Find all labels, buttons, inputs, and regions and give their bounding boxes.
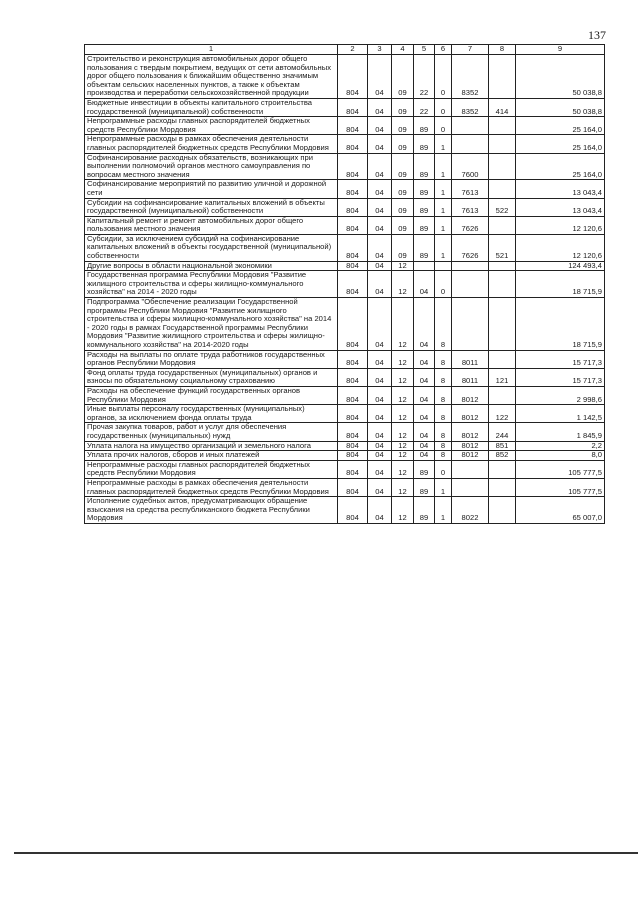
program-code: 89	[414, 153, 435, 180]
amount-value: 2 998,6	[516, 386, 605, 404]
row-name: Бюджетные инвестиции в объекты капитального строительства государственной (муниципальной) собственности	[85, 98, 338, 116]
section-code: 04	[368, 441, 392, 451]
subsection-code: 12	[392, 271, 414, 298]
row-name: Уплата прочих налогов, сборов и иных платежей	[85, 451, 338, 461]
row-name: Расходы на обеспечение функций государственных органов Республики Мордовия	[85, 386, 338, 404]
section-code: 04	[368, 55, 392, 99]
ministry-code: 804	[338, 198, 368, 216]
amount-value: 105 777,5	[516, 478, 605, 496]
table-row	[85, 298, 605, 351]
program-code: 04	[414, 441, 435, 451]
subprogram-code: 1	[435, 478, 452, 496]
expense-type-code: 414	[489, 98, 516, 116]
expense-type-code	[489, 350, 516, 368]
subprogram-code: 1	[435, 497, 452, 524]
expense-type-code: 522	[489, 198, 516, 216]
amount-value: 15 717,3	[516, 350, 605, 368]
amount-value: 15 717,3	[516, 368, 605, 386]
table-row	[85, 98, 605, 116]
row-name: Капитальный ремонт и ремонт автомобильных дорог общего пользования местного значения	[85, 216, 338, 234]
row-name: Софинансирование расходных обязательств, возникающих при выполнении полномочий органов местного самоуправления по вопросам местного значения	[85, 153, 338, 180]
table-row	[85, 497, 605, 524]
program-code: 04	[414, 271, 435, 298]
section-code: 04	[368, 261, 392, 271]
page-number: 137	[588, 28, 606, 42]
amount-value: 12 120,6	[516, 216, 605, 234]
item-code: 7626	[452, 234, 489, 261]
subsection-code: 12	[392, 368, 414, 386]
table-row	[85, 261, 605, 271]
program-code: 89	[414, 478, 435, 496]
item-code: 8022	[452, 497, 489, 524]
section-code: 04	[368, 234, 392, 261]
row-name: Другие вопросы в области национальной экономики	[85, 261, 338, 271]
ministry-code: 804	[338, 117, 368, 135]
subsection-code: 09	[392, 153, 414, 180]
program-code: 89	[414, 216, 435, 234]
program-code: 04	[414, 386, 435, 404]
subsection-code: 12	[392, 441, 414, 451]
amount-value: 124 493,4	[516, 261, 605, 271]
amount-value: 13 043,4	[516, 180, 605, 198]
subprogram-code: 1	[435, 135, 452, 153]
item-code: 7600	[452, 153, 489, 180]
amount-value: 65 007,0	[516, 497, 605, 524]
section-code: 04	[368, 368, 392, 386]
ministry-code: 804	[338, 350, 368, 368]
section-code: 04	[368, 216, 392, 234]
ministry-code: 804	[338, 216, 368, 234]
section-code: 04	[368, 405, 392, 423]
ministry-code: 804	[338, 368, 368, 386]
row-name: Уплата налога на имущество организаций и земельного налога	[85, 441, 338, 451]
table-row	[85, 423, 605, 441]
expense-type-code	[489, 117, 516, 135]
section-code: 04	[368, 180, 392, 198]
expense-type-code	[489, 298, 516, 351]
table-row	[85, 135, 605, 153]
subsection-code: 09	[392, 117, 414, 135]
subsection-code: 09	[392, 98, 414, 116]
program-code: 89	[414, 497, 435, 524]
subprogram-code: 0	[435, 98, 452, 116]
item-code: 7613	[452, 198, 489, 216]
table-row	[85, 234, 605, 261]
program-code: 04	[414, 350, 435, 368]
subsection-code: 12	[392, 405, 414, 423]
amount-value: 18 715,9	[516, 271, 605, 298]
section-code: 04	[368, 350, 392, 368]
item-code	[452, 135, 489, 153]
table-row	[85, 117, 605, 135]
ministry-code: 804	[338, 298, 368, 351]
row-name: Исполнение судебных актов, предусматривающих обращение взыскания на средства республиканского бюджета Республики Мордовия	[85, 497, 338, 524]
row-name: Непрограммные расходы в рамках обеспечения деятельности главных распорядителей бюджетных средств Республики Мордовия	[85, 478, 338, 496]
program-code: 89	[414, 135, 435, 153]
subprogram-code: 0	[435, 117, 452, 135]
subprogram-code: 1	[435, 180, 452, 198]
subsection-code: 12	[392, 386, 414, 404]
table-row	[85, 271, 605, 298]
expense-type-code: 852	[489, 451, 516, 461]
amount-value: 25 164,0	[516, 135, 605, 153]
ministry-code: 804	[338, 234, 368, 261]
row-name: Непрограммные расходы главных распорядителей бюджетных средств Республики Мордовия	[85, 117, 338, 135]
column-header: 6	[435, 45, 452, 55]
program-code: 04	[414, 405, 435, 423]
section-code: 04	[368, 98, 392, 116]
ministry-code: 804	[338, 261, 368, 271]
amount-value: 25 164,0	[516, 153, 605, 180]
row-name: Фонд оплаты труда государственных (муниципальных) органов и взносы по обязательному социальному страхованию	[85, 368, 338, 386]
row-name: Субсидии, за исключением субсидий на софинансирование капитальных вложений в объекты государственной (муниципальной) собственности	[85, 234, 338, 261]
expense-type-code: 244	[489, 423, 516, 441]
item-code: 8012	[452, 386, 489, 404]
column-header: 5	[414, 45, 435, 55]
expense-type-code: 851	[489, 441, 516, 451]
section-code: 04	[368, 298, 392, 351]
expense-type-code	[489, 135, 516, 153]
ministry-code: 804	[338, 460, 368, 478]
amount-value: 1 142,5	[516, 405, 605, 423]
row-name: Иные выплаты персоналу государственных (муниципальных) органов, за исключением фонда оплаты труда	[85, 405, 338, 423]
ministry-code: 804	[338, 386, 368, 404]
subprogram-code: 0	[435, 55, 452, 99]
column-header: 4	[392, 45, 414, 55]
program-code: 89	[414, 198, 435, 216]
bottom-rule	[14, 852, 638, 854]
item-code	[452, 478, 489, 496]
row-name: Субсидии на софинансирование капитальных вложений в объекты государственной (муниципальной) собственности	[85, 198, 338, 216]
amount-value: 1 845,9	[516, 423, 605, 441]
expense-type-code	[489, 478, 516, 496]
table-row	[85, 198, 605, 216]
section-code: 04	[368, 117, 392, 135]
program-code: 89	[414, 460, 435, 478]
item-code: 8352	[452, 55, 489, 99]
section-code: 04	[368, 153, 392, 180]
program-code: 04	[414, 423, 435, 441]
program-code: 22	[414, 98, 435, 116]
ministry-code: 804	[338, 441, 368, 451]
column-header: 2	[338, 45, 368, 55]
amount-value: 2,2	[516, 441, 605, 451]
table-row	[85, 180, 605, 198]
row-name: Государственная программа Республики Мордовия "Развитие жилищного строительства и сферы жилищно-коммунального хозяйства" на 2014 - 2020 годы	[85, 271, 338, 298]
row-name: Подпрограмма "Обеспечение реализации Государственной программы Республики Мордовия "Развитие жилищного строительства и сферы жилищно-коммунального хозяйства" на 2014 - 2020 годы в рамках Государственной программы Республики Мордовия "Развитие жилищного строительства и сферы жилищно-коммунального хозяйства" на 2014-2020 годы	[85, 298, 338, 351]
subsection-code: 12	[392, 298, 414, 351]
program-code: 89	[414, 234, 435, 261]
subsection-code: 09	[392, 135, 414, 153]
subsection-code: 12	[392, 350, 414, 368]
item-code: 8352	[452, 98, 489, 116]
subsection-code: 12	[392, 460, 414, 478]
subprogram-code: 1	[435, 234, 452, 261]
row-name: Расходы на выплаты по оплате труда работников государственных органов Республики Мордовия	[85, 350, 338, 368]
subprogram-code: 8	[435, 405, 452, 423]
row-name: Софинансирование мероприятий по развитию уличной и дорожной сети	[85, 180, 338, 198]
amount-value: 8,0	[516, 451, 605, 461]
subsection-code: 09	[392, 234, 414, 261]
amount-value: 13 043,4	[516, 198, 605, 216]
item-code: 8011	[452, 368, 489, 386]
subprogram-code: 0	[435, 271, 452, 298]
subsection-code: 09	[392, 216, 414, 234]
program-code: 04	[414, 368, 435, 386]
table-row	[85, 368, 605, 386]
program-code: 89	[414, 117, 435, 135]
expense-type-code	[489, 497, 516, 524]
subprogram-code: 8	[435, 441, 452, 451]
row-name: Непрограммные расходы в рамках обеспечения деятельности главных распорядителей бюджетных средств Республики Мордовия	[85, 135, 338, 153]
table-row	[85, 216, 605, 234]
program-code	[414, 261, 435, 271]
expense-type-code	[489, 261, 516, 271]
table-row	[85, 55, 605, 99]
subsection-code: 12	[392, 423, 414, 441]
subprogram-code	[435, 261, 452, 271]
expense-type-code	[489, 180, 516, 198]
ministry-code: 804	[338, 271, 368, 298]
expense-type-code	[489, 55, 516, 99]
ministry-code: 804	[338, 135, 368, 153]
table-row	[85, 441, 605, 451]
subsection-code: 12	[392, 261, 414, 271]
table-row	[85, 460, 605, 478]
ministry-code: 804	[338, 153, 368, 180]
item-code	[452, 460, 489, 478]
ministry-code: 804	[338, 451, 368, 461]
budget-table	[84, 44, 605, 524]
ministry-code: 804	[338, 98, 368, 116]
ministry-code: 804	[338, 478, 368, 496]
item-code	[452, 261, 489, 271]
column-header: 3	[368, 45, 392, 55]
item-code: 8012	[452, 451, 489, 461]
item-code: 8012	[452, 423, 489, 441]
section-code: 04	[368, 497, 392, 524]
program-code: 89	[414, 180, 435, 198]
item-code: 8012	[452, 405, 489, 423]
table-row	[85, 478, 605, 496]
subprogram-code: 1	[435, 153, 452, 180]
section-code: 04	[368, 135, 392, 153]
table-row	[85, 451, 605, 461]
subprogram-code: 8	[435, 423, 452, 441]
item-code	[452, 271, 489, 298]
ministry-code: 804	[338, 423, 368, 441]
section-code: 04	[368, 386, 392, 404]
subprogram-code: 1	[435, 198, 452, 216]
expense-type-code	[489, 386, 516, 404]
expense-type-code	[489, 153, 516, 180]
subprogram-code: 1	[435, 216, 452, 234]
subsection-code: 09	[392, 180, 414, 198]
ministry-code: 804	[338, 180, 368, 198]
subprogram-code: 0	[435, 460, 452, 478]
section-code: 04	[368, 478, 392, 496]
subsection-code: 12	[392, 478, 414, 496]
subprogram-code: 8	[435, 368, 452, 386]
subprogram-code: 8	[435, 451, 452, 461]
amount-value: 50 038,8	[516, 98, 605, 116]
section-code: 04	[368, 460, 392, 478]
ministry-code: 804	[338, 497, 368, 524]
expense-type-code: 121	[489, 368, 516, 386]
section-code: 04	[368, 423, 392, 441]
subsection-code: 09	[392, 55, 414, 99]
expense-type-code	[489, 271, 516, 298]
item-code: 8011	[452, 350, 489, 368]
subsection-code: 09	[392, 198, 414, 216]
section-code: 04	[368, 451, 392, 461]
amount-value: 12 120,6	[516, 234, 605, 261]
table-row	[85, 386, 605, 404]
row-name: Строительство и реконструкция автомобильных дорог общего пользования с твердым покрытием, ведущих от сети автомобильных дорог общего пользования к ближайшим общественно значимым объектам сельских населенных пунктов, а также к объектам производства и переработки сельскохозяйственной продукции	[85, 55, 338, 99]
expense-type-code: 521	[489, 234, 516, 261]
amount-value: 18 715,9	[516, 298, 605, 351]
item-code	[452, 117, 489, 135]
header-row	[85, 45, 605, 55]
ministry-code: 804	[338, 405, 368, 423]
table-row	[85, 405, 605, 423]
column-header: 8	[489, 45, 516, 55]
subprogram-code: 8	[435, 298, 452, 351]
item-code: 8012	[452, 441, 489, 451]
item-code: 7626	[452, 216, 489, 234]
item-code: 7613	[452, 180, 489, 198]
amount-value: 50 038,8	[516, 55, 605, 99]
ministry-code: 804	[338, 55, 368, 99]
expense-type-code	[489, 216, 516, 234]
subprogram-code: 8	[435, 350, 452, 368]
column-header: 9	[516, 45, 605, 55]
row-name: Прочая закупка товаров, работ и услуг для обеспечения государственных (муниципальных) нужд	[85, 423, 338, 441]
section-code: 04	[368, 198, 392, 216]
amount-value: 105 777,5	[516, 460, 605, 478]
amount-value: 25 164,0	[516, 117, 605, 135]
table-row	[85, 153, 605, 180]
table-row	[85, 350, 605, 368]
column-header: 1	[85, 45, 338, 55]
program-code: 22	[414, 55, 435, 99]
expense-type-code: 122	[489, 405, 516, 423]
subsection-code: 12	[392, 497, 414, 524]
subsection-code: 12	[392, 451, 414, 461]
program-code: 04	[414, 451, 435, 461]
item-code	[452, 298, 489, 351]
row-name: Непрограммные расходы главных распорядителей бюджетных средств Республики Мордовия	[85, 460, 338, 478]
subprogram-code: 8	[435, 386, 452, 404]
program-code: 04	[414, 298, 435, 351]
column-header: 7	[452, 45, 489, 55]
expense-type-code	[489, 460, 516, 478]
section-code: 04	[368, 271, 392, 298]
